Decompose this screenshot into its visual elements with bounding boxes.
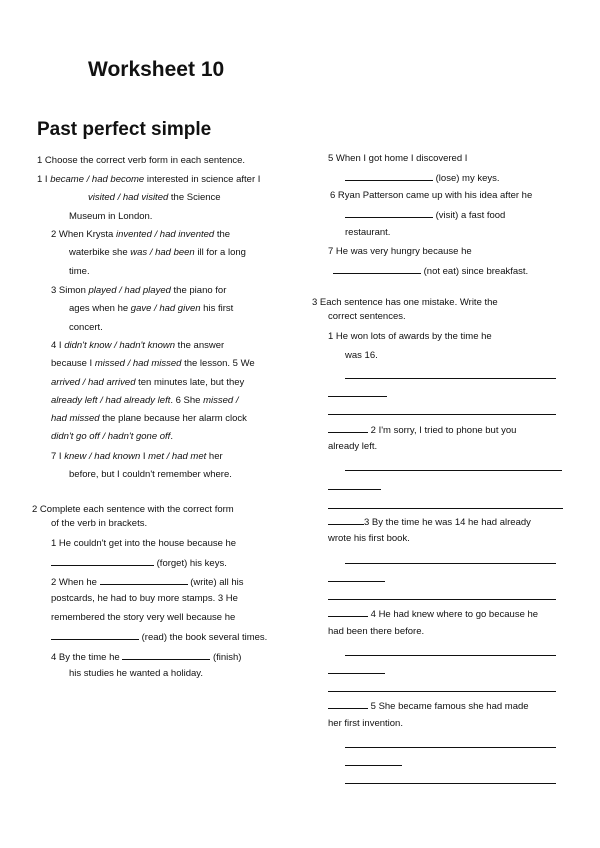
choice[interactable]: invented / had invented <box>115 229 215 240</box>
ex3-q3-line1: 3 By the time he was 14 he had already <box>328 515 531 529</box>
ex2-q6-line2: (visit) a fast food <box>345 208 505 222</box>
ex1-q7-line1: 7 I knew / had known I met / had met her <box>51 451 223 462</box>
ex2-q4-line1: 4 By the time he (finish) <box>51 652 242 663</box>
answer-blank[interactable] <box>328 699 368 709</box>
answer-line[interactable] <box>328 599 556 600</box>
choice[interactable]: played / had played <box>88 285 171 296</box>
ex1-q5-line1: arrived / had arrived ten minutes late, but they <box>51 377 245 388</box>
ex1-q6-line1: had missed the plane because her alarm clock <box>51 413 247 424</box>
ex1-q3-line2: ages when he gave / had given his first <box>69 303 234 314</box>
ex2-q3-line2: (read) the book several times. <box>51 630 267 644</box>
answer-line[interactable] <box>345 765 402 766</box>
ex3-q2-line2: already left. <box>328 441 378 452</box>
ex1-q3-line3: concert. <box>69 322 103 333</box>
ex2-q5-line2: (lose) my keys. <box>345 171 500 185</box>
answer-line[interactable] <box>328 489 381 490</box>
ex1-q2-line1: 2 When Krysta invented / had invented the <box>51 229 231 240</box>
answer-blank[interactable] <box>51 630 139 640</box>
ex1-q4-line1: 4 I didn't know / hadn't known the answer <box>51 340 225 351</box>
exercise-3-instruction-2: correct sentences. <box>328 311 406 322</box>
choice[interactable]: had missed <box>51 413 100 424</box>
exercise-1-instruction: 1 Choose the correct verb form in each sentence. <box>37 155 246 166</box>
answer-blank[interactable] <box>100 575 188 585</box>
answer-blank[interactable] <box>345 208 433 218</box>
answer-line[interactable] <box>328 414 556 415</box>
answer-line[interactable] <box>345 563 556 564</box>
choice[interactable]: missed / <box>203 395 239 406</box>
ex1-q3-line1: 3 Simon played / had played the piano for <box>51 285 227 296</box>
ex3-q4-line2: had been there before. <box>328 626 425 637</box>
exercise-2-instruction-2: of the verb in brackets. <box>51 518 148 529</box>
answer-line[interactable] <box>345 655 556 656</box>
ex2-q1-line2: (forget) his keys. <box>51 556 227 570</box>
ex1-q7-line2: before, but I couldn't remember where. <box>69 469 232 480</box>
answer-line[interactable] <box>328 673 385 674</box>
answer-line[interactable] <box>345 378 556 379</box>
ex1-q4-line2: because I missed / had missed the lesson. 5 We <box>51 358 255 369</box>
ex2-q1-line1: 1 He couldn't get into the house because he <box>51 538 237 549</box>
answer-line[interactable] <box>345 747 556 748</box>
answer-blank[interactable] <box>51 556 154 566</box>
choice[interactable]: arrived / had arrived <box>51 377 136 388</box>
ex2-q6-line1: 6 Ryan Patterson came up with his idea after he <box>330 190 533 201</box>
exercise-2-instruction: 2 Complete each sentence with the correct form <box>32 504 234 515</box>
choice[interactable]: already left / had already left <box>51 395 171 406</box>
answer-line[interactable] <box>328 396 387 397</box>
answer-blank[interactable] <box>328 607 368 617</box>
exercise-3-instruction: 3 Each sentence has one mistake. Write the <box>312 297 498 308</box>
answer-blank[interactable] <box>122 650 210 660</box>
ex1-q2-line2: waterbike she was / had been ill for a long <box>69 247 246 258</box>
ex2-q7-line1: 7 He was very hungry because he <box>328 246 472 257</box>
answer-line[interactable] <box>328 691 556 692</box>
ex3-q1-line2: was 16. <box>345 350 378 361</box>
ex1-q6-line2: didn't go off / hadn't gone off. <box>51 431 173 442</box>
ex1-q1-line2: visited / had visited the Science <box>88 192 221 203</box>
choice[interactable]: gave / had given <box>130 303 201 314</box>
ex2-q2-line2: postcards, he had to buy more stamps. 3 He <box>51 593 238 604</box>
ex2-q5-line1: 5 When I got home I discovered I <box>328 153 468 164</box>
choice[interactable]: visited / had visited <box>88 192 169 203</box>
ex2-q7-line2: (not eat) since breakfast. <box>333 264 528 278</box>
ex1-q2-line3: time. <box>69 266 90 277</box>
answer-line[interactable] <box>328 581 385 582</box>
answer-blank[interactable] <box>333 264 421 274</box>
answer-line[interactable] <box>345 783 556 784</box>
choice[interactable]: didn't know / hadn't known <box>64 340 176 351</box>
ex3-q3-line2: wrote his first book. <box>328 533 410 544</box>
ex2-q6-line3: restaurant. <box>345 227 391 238</box>
choice[interactable]: was / had been <box>130 247 195 258</box>
ex3-q2-line1: 2 I'm sorry, I tried to phone but you <box>328 423 516 437</box>
ex3-q5-line1: 5 She became famous she had made <box>328 699 529 713</box>
ex1-q1-line3: Museum in London. <box>69 211 153 222</box>
answer-blank[interactable] <box>345 171 433 181</box>
ex3-q5-line2: her first invention. <box>328 718 403 729</box>
ex1-q1-line1: 1 I became / had become interested in science after I <box>37 174 261 185</box>
ex3-q1-line1: 1 He won lots of awards by the time he <box>328 331 492 342</box>
answer-blank[interactable] <box>328 515 364 525</box>
choice[interactable]: became / had become <box>50 174 145 185</box>
choice[interactable]: didn't go off / hadn't gone off <box>51 431 171 442</box>
ex1-q5-line2: already left / had already left. 6 She missed / <box>51 395 239 406</box>
worksheet-title: Worksheet 10 <box>88 58 225 81</box>
choice[interactable]: met / had met <box>148 451 207 462</box>
ex2-q4-line2: his studies he wanted a holiday. <box>69 668 203 679</box>
ex2-q2-line1: 2 When he (write) all his <box>51 577 244 588</box>
answer-line[interactable] <box>328 508 563 509</box>
choice[interactable]: knew / had known <box>64 451 141 462</box>
section-heading: Past perfect simple <box>37 119 212 140</box>
ex2-q3-line1: remembered the story very well because he <box>51 612 236 623</box>
ex3-q4-line1: 4 He had knew where to go because he <box>328 607 538 621</box>
answer-blank[interactable] <box>328 423 368 433</box>
answer-line[interactable] <box>345 470 562 471</box>
choice[interactable]: missed / had missed <box>94 358 182 369</box>
